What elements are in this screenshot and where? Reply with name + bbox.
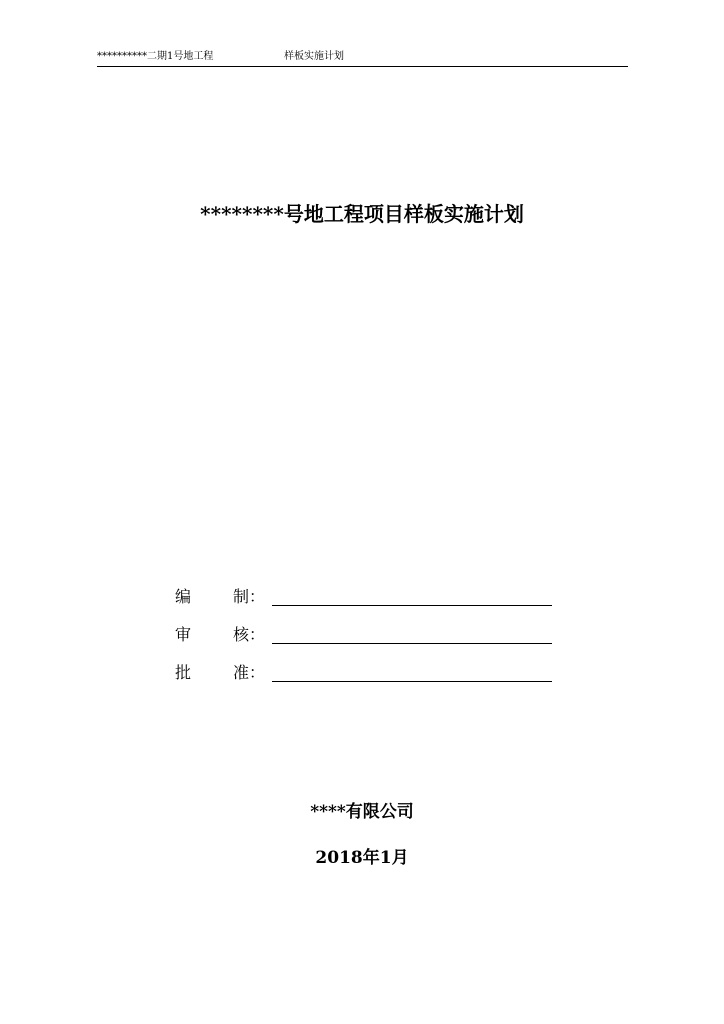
company-name: ****有限公司 [310, 802, 414, 822]
page-header [97, 51, 628, 67]
signature-label-second-char: 核： [233, 625, 266, 644]
header-project-name: **********二期1号地工程 [97, 51, 214, 62]
signature-label-second-char: 制： [233, 587, 266, 606]
signature-label-second-char: 准： [233, 663, 266, 682]
document-date: 2018年1月 [315, 848, 409, 868]
signature-line [272, 681, 552, 682]
signature-label-first-char: 审 [175, 625, 192, 644]
header-document-name: 样板实施计划 [284, 51, 344, 62]
signature-line [272, 643, 552, 644]
document-title: ********号地工程项目样板实施计划 [200, 202, 524, 226]
signature-label-first-char: 编 [175, 587, 192, 606]
signature-label-first-char: 批 [175, 663, 192, 682]
signature-line [272, 605, 552, 606]
